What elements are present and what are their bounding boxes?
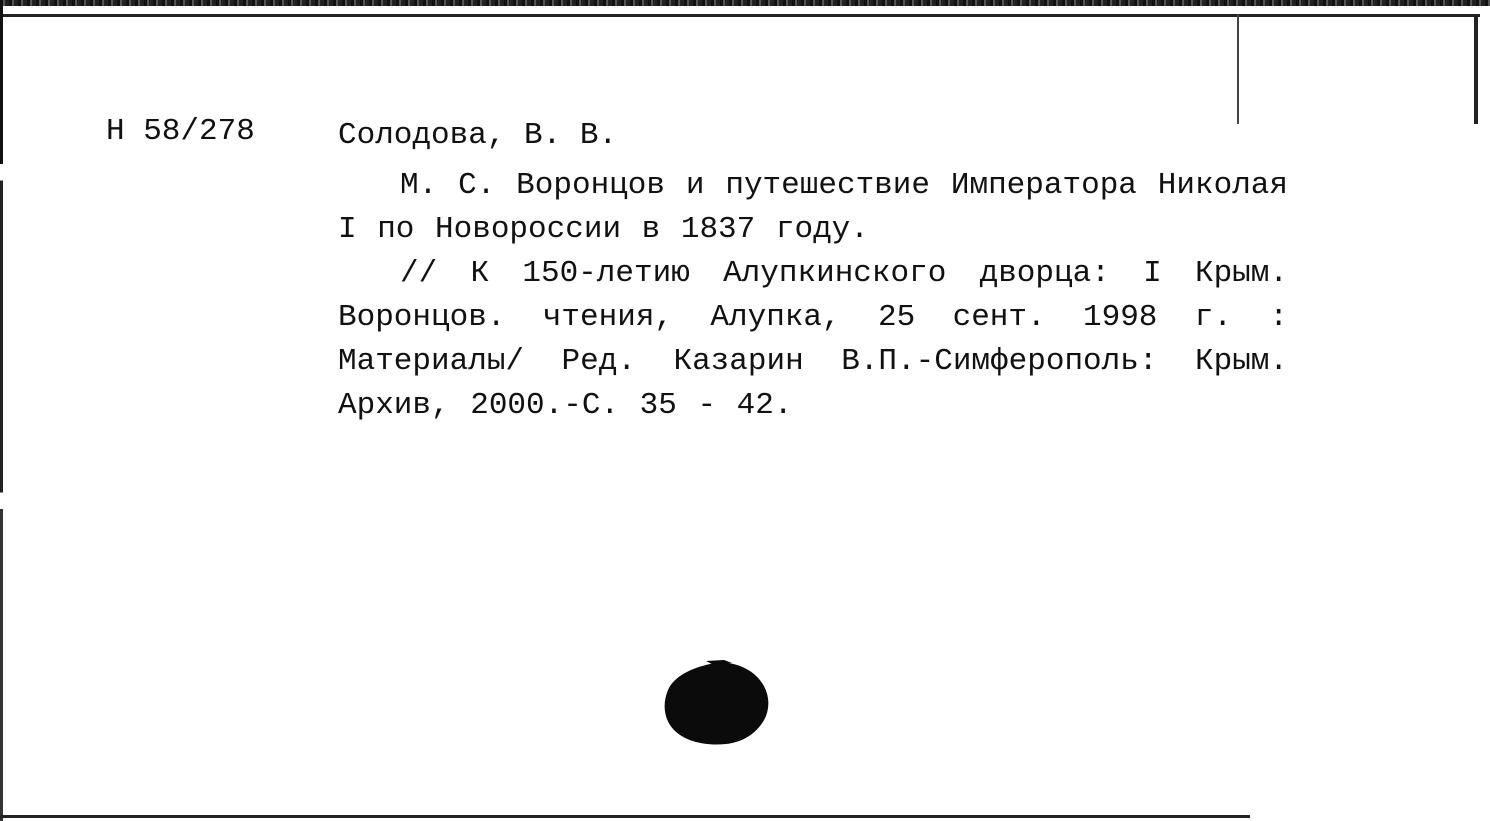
card-fold-line (1237, 14, 1239, 124)
punch-hole (662, 658, 770, 746)
title: М. С. Воронцов и путешествие Императора Николая I по Новороссии в 1837 году. (338, 168, 1288, 247)
card-right-edge (1474, 14, 1478, 124)
card-left-edge (0, 0, 3, 821)
card-top-edge (0, 0, 1490, 6)
bibliographic-entry (338, 114, 1288, 428)
source-details: // К 150-летию Алупкинского дворца: I Крым. Воронцов. чтения, Алупка, 25 сент. 1998 г. : Материалы/ Ред. Казарин В.П.-Симферополь: Крым. Архив, 2000.-С. 35 - 42. (338, 256, 1288, 423)
card-bottom-edge (0, 815, 1250, 818)
author: Солодова, В. В. (338, 118, 618, 153)
shelfmark: Н 58/278 (106, 114, 255, 149)
card-top-border (0, 14, 1480, 17)
